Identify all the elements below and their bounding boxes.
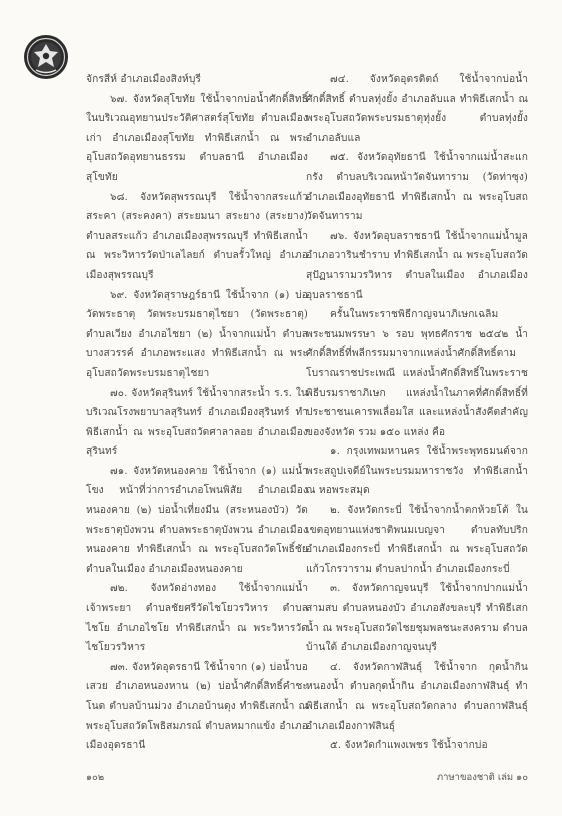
paragraph: ๑. กรุงเทพมหานคร ใช้น้ำพระพุทธมนต์จากพระสถูปเจดีย์ในพระบรมมหาราชวัง ทำพิธีเสกน้ำ ณ หอพระสมุด: [306, 446, 528, 497]
paragraph: ๗๒. จังหวัดอ่างทอง ใช้น้ำจากแม่น้ำเจ้าพระยา ตำบลชัยศรีวัดไชโยวรวิหาร ตำบลไชโย อำเภอไชโย ทำพิธีเสกน้ำ ณ พระวิหารวัดไชโยวรวิหาร: [86, 583, 308, 654]
paragraph: ๗๕. จังหวัดอุทัยธานี ใช้น้ำจากแม่น้ำสะแกกรัง ตำบลบริเวณหน้าวัดจันทาราม (วัดท่าซุง) อำเภอเมืองอุทัยธานี ทำพิธีเสกน้ำ ณ พระอุโบสถวัดจันทาราม: [306, 152, 528, 223]
paragraph: ครั้นในพระราชพิธีกาญจนาภิเษกเฉลิมพระชนมพรรษา ๖ รอบ พุทธศักราช ๒๕๔๒ น้ำศักดิ์สิทธิ์ที่พลีกรรมมาจากแหล่งน้ำศักดิ์สิทธิ์ตามโบราณราชประเพณี แหล่งน้ำศักดิ์สิทธิ์ในพระราชพิธีบรมราชาภิเษก แหล่งน้ำในภาคที่ศักดิ์สิทธิ์ที่ประชาชนเคารพเลื่อมใส และแหล่งน้ำสังคีตสำคัญของจังหวัด รวม ๑๕๐ แหล่ง คือ: [306, 309, 528, 438]
paragraph: ๗๐. จังหวัดสุรินทร์ ใช้น้ำจากสระน้ำ ร.ร. ในบริเวณโรงพยาบาลสุรินทร์ อำเภอเมืองสุรินทร์ ทำพิธีเสกน้ำ ณ พระอุโบสถวัดศาลาลอย อำเภอเมืองสุรินทร์: [86, 387, 308, 458]
royal-emblem-icon: [23, 34, 69, 80]
paragraph-continued: จักรสีห์ อำเภอเมืองสิงห์บุรี: [86, 74, 201, 85]
journal-title: ภาษาของชาติ เล่ม ๑๐: [436, 772, 528, 783]
paragraph: ๔. จังหวัดกาฬสินธุ์ ใช้น้ำจาก กุดน้ำกิน หนองน้ำ ตำบลกุดน้ำกิน อำเภอเมืองกาฬสินธุ์ ทำพิธีเสกน้ำ ณ พระอุโบสถวัดกลาง ตำบลกาฬสินธุ์ อำเภอเมืองกาฬสินธุ์: [306, 661, 528, 732]
paragraph: ๕. จังหวัดกำแพงเพชร ใช้น้ำจากบ่อ: [330, 740, 488, 752]
page-number: ๑๐๒: [86, 772, 105, 783]
paragraph: ๗๑. จังหวัดหนองคาย ใช้น้ำจาก (๑) แม่น้ำโขง หน้าที่ว่าการอำเภอโพนพิสัย อำเภอเมืองหนองคาย (๒) บ่อน้ำเที่ยงมีน (สระหนองบัว) วัดพระธาตุบังพวน ตำบลพระธาตุบังพวน อำเภอเมืองหนองคาย ทำพิธีเสกน้ำ ณ พระอุโบสถวัดโพธิ์ชัย ตำบลในเมือง อำเภอเมืองหนองคาย: [86, 465, 308, 575]
paragraph: ๓. จังหวัดกาญจนบุรี ใช้น้ำจากปากแม่น้ำสามสบ ตำบลหนองบัว อำเภอสังขละบุรี ทำพิธีเสกน้ำ ณ พระอุโบสถวัดไชยชุมพลชนะสงคราม ตำบลบ้านใต้ อำเภอเมืองกาญจนบุรี: [306, 583, 528, 654]
right-column: [306, 70, 528, 756]
paragraph: ๖๘. จังหวัดสุพรรณบุรี ใช้น้ำจากสระแก้ว สระคา (สระคงคา) สระยมนา สระยาง (สระยาง) ตำบลสระแก้ว อำเภอเมืองสุพรรณบุรี ทำพิธีเสกน้ำ ณ พระวิหารวัดป่าเลไลยก์ ตำบลรั้วใหญ่ อำเภอเมืองสุพรรณบุรี: [86, 191, 308, 281]
left-column: [86, 70, 308, 756]
paragraph: ๒. จังหวัดกระบี่ ใช้น้ำจากน้ำตกห้วยโต้ ในเขตอุทยานแห่งชาติพนมเบญจา ตำบลทับปริก อำเภอเมืองกระบี่ ทำพิธีเสกน้ำ ณ พระอุโบสถวัดแก้วโกรวาราม ตำบลปากน้ำ อำเภอเมืองกระบี่: [306, 505, 528, 575]
paragraph: ๖๗. จังหวัดสุโขทัย ใช้น้ำจากบ่อน้ำศักดิ์สิทธิ์ ในบริเวณอุทยานประวัติศาสตร์สุโขทัย ตำบลเมืองเก่า อำเภอเมืองสุโขทัย ทำพิธีเสกน้ำ ณ พระอุโบสถวัดอุทยานธรรม ตำบลธานี อำเภอเมืองสุโขทัย: [86, 93, 308, 183]
paragraph: ๗๓. จังหวัดอุดรธานี ใช้น้ำจาก (๑) บ่อน้ำบอเสวย อำเภอหนองหาน (๒) บ่อน้ำศักดิ์สิทธิ์คำชะโนด ตำบลบ้านม่วง อำเภอบ้านดุง ทำพิธีเสกน้ำ ณ พระอุโบสถวัดโพธิสมภรณ์ ตำบลหมากแข้ง อำเภอเมืองอุดรธานี: [86, 661, 308, 752]
paragraph: ๗๖. จังหวัดอุบลราชธานี ใช้น้ำจากแม่น้ำมูลอำเภอวารินชำราบ ทำพิธีเสกน้ำ ณ พระอุโบสถวัดสุปัฏนารามวรวิหาร ตำบลในเมือง อำเภอเมืองอุบลราชธานี: [306, 230, 528, 301]
paragraph: ๗๔. จังหวัดอุตรดิตถ์ ใช้น้ำจากบ่อน้ำศักดิ์สิทธิ์ ตำบลทุ่งยั้ง อำเภอลับแล ทำพิธีเสกน้ำ ณ พระอุโบสถวัดพระบรมธาตุทุ่งยั้ง ตำบลทุ่งยั้ง อำเภอลับแล: [306, 74, 528, 144]
paragraph: ๖๙. จังหวัดสุราษฎร์ธานี ใช้น้ำจาก (๑) บ่อวัดพระธาตุ วัดพระบรมธาตุไชยา (วัดพระธาตุ) ตำบลเวียง อำเภอไชยา (๒) น้ำจากแม่น้ำ ตำบลบางสวรรค์ อำเภอพระแสง ทำพิธีเสกน้ำ ณ พระอุโบสถวัดพระบรมธาตุไชยา: [86, 289, 308, 379]
